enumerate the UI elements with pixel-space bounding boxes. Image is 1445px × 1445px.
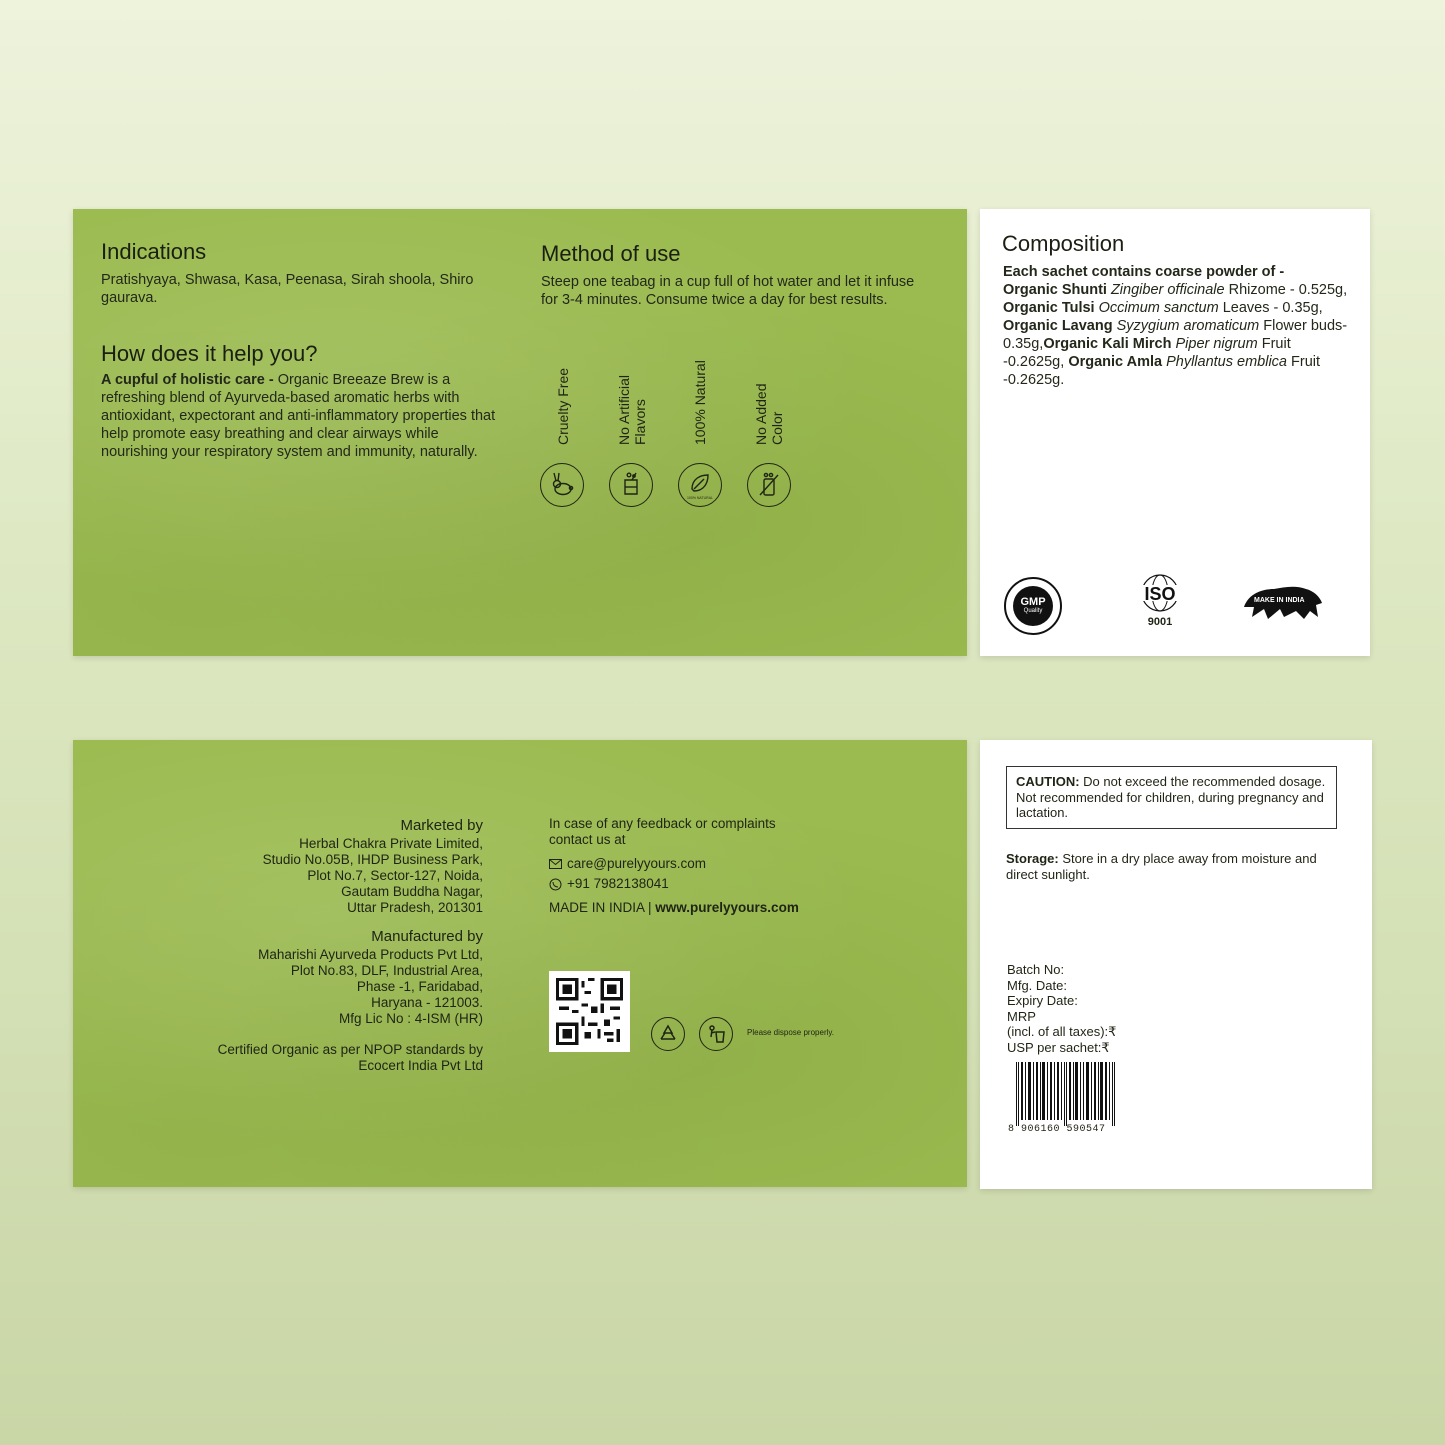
caution-box — [1006, 766, 1337, 829]
marketed-line: Uttar Pradesh, 201301 — [347, 900, 483, 915]
whatsapp-icon — [549, 878, 562, 891]
mail-icon — [549, 859, 562, 869]
ingredient-latin: Piper nigrum — [1175, 336, 1258, 352]
method-heading: Method of use — [541, 241, 681, 266]
feedback-block — [549, 816, 849, 916]
storage-panel — [980, 740, 1372, 1189]
composition-panel — [980, 209, 1370, 656]
caution-text: Do not exceed the recommended dosage. Not recommended for children, during pregnancy and lactation. — [1016, 774, 1326, 820]
indications-heading: Indications — [101, 239, 207, 264]
ingredient-name: Organic Shunti — [1003, 282, 1107, 298]
certified-block — [163, 1042, 483, 1074]
make-in-india-text: MAKE IN INDIA — [1254, 597, 1305, 604]
feedback-line: contact us at — [549, 832, 626, 847]
expiry-date: Expiry Date: — [1007, 993, 1078, 1008]
gmp-logo-sub: Quality — [1023, 608, 1043, 614]
ingredient-name: Organic Amla — [1068, 354, 1163, 370]
ingredient-part: Rhizome - 0.525g, — [1224, 282, 1348, 298]
gmp-logo-main: GMP — [1020, 596, 1046, 608]
ingredient-part: Flower buds-0.35g, — [1003, 318, 1348, 352]
marketed-line: Studio No.05B, IHDP Business Park, — [262, 852, 483, 867]
indications-text: Pratishyaya, Shwasa, Kasa, Peenasa, Sirah shoola, Shiro gaurava. — [101, 272, 474, 306]
iso-logo — [1132, 573, 1188, 633]
barcode — [1008, 1062, 1124, 1140]
certified-line: Ecocert India Pvt Ltd — [358, 1058, 483, 1073]
feedback-line: In case of any feedback or complaints — [549, 816, 776, 831]
badge-no-added-color-label: No Added Color — [753, 383, 785, 445]
marketed-line: Gautam Buddha Nagar, — [341, 884, 483, 899]
made-in-text: MADE IN INDIA | — [549, 900, 656, 915]
manufactured-line: Maharishi Ayurveda Products Pvt Ltd, — [258, 947, 483, 962]
ingredient-latin: Zingiber officinale — [1110, 282, 1225, 298]
leaf-icon — [678, 463, 722, 507]
manufactured-line: Phase -1, Faridabad, — [356, 979, 483, 994]
ingredient-part: Fruit -0.2625g. — [1003, 354, 1321, 388]
phone-row — [549, 876, 849, 892]
method-text: Steep one teabag in a cup full of hot water and let it infuse for 3-4 minutes. Consume twice a day for best results. — [541, 274, 915, 308]
help-lead: A cupful of holistic care - — [101, 372, 274, 388]
rabbit-icon — [540, 463, 584, 507]
mfg-date: Mfg. Date: — [1007, 977, 1067, 993]
gmp-logo — [1004, 577, 1062, 635]
help-heading: How does it help you? — [101, 341, 318, 366]
help-body: Organic Breeaze Brew is a refreshing blend of Ayurveda-based aromatic herbs with antioxidant, expectorant and anti-inflammatory properties that help promote easy breathing and clear airways while nourishing your respiratory system and immunity, naturally. — [101, 372, 496, 460]
flask-icon — [609, 463, 653, 507]
storage-body: Store in a dry place away from moisture and direct sunlight. — [1006, 851, 1317, 882]
ingredient-part: Leaves - 0.35g, — [1218, 300, 1323, 316]
marketed-heading: Marketed by — [400, 817, 483, 834]
manufactured-line: Mfg Lic No : 4-ISM (HR) — [338, 1011, 483, 1026]
iso-logo-number: 9001 — [1147, 616, 1173, 628]
qr-code[interactable] — [549, 971, 630, 1052]
batch-block — [1007, 962, 1116, 1055]
dispose-bin-icon — [699, 1017, 733, 1051]
composition-intro: Each sachet contains coarse powder of - — [1003, 264, 1285, 280]
caution-label: CAUTION: — [1016, 774, 1080, 789]
email-row — [549, 856, 849, 872]
made-in-row — [549, 900, 849, 916]
website-link[interactable]: www.purelyyours.com — [655, 900, 799, 915]
top-green-panel — [73, 209, 967, 656]
ingredient-latin: Phyllantus emblica — [1166, 354, 1287, 370]
badge-natural-label: 100% Natural — [692, 360, 708, 445]
recycle-icon — [651, 1017, 685, 1051]
composition-heading: Composition — [1002, 231, 1125, 256]
make-in-india-logo — [1240, 581, 1326, 625]
mrp-incl: (incl. of all taxes):₹ — [1007, 1024, 1117, 1039]
marketed-by-block — [193, 816, 483, 916]
batch-no: Batch No: — [1007, 962, 1065, 977]
storage-text — [1006, 851, 1346, 882]
manufactured-by-block — [183, 927, 483, 1027]
iso-logo-main: ISO — [1144, 584, 1176, 604]
composition-text — [1003, 263, 1353, 389]
mrp-label: MRP — [1007, 1008, 1036, 1024]
leaf-icon-text: 100% NATURAL — [686, 496, 714, 500]
manufactured-line: Plot No.83, DLF, Industrial Area, — [290, 963, 483, 978]
bottom-green-panel — [73, 740, 967, 1187]
ingredient-latin: Occimum sanctum — [1098, 300, 1219, 316]
barcode-number: 8 906160 590547 — [1008, 1124, 1106, 1135]
ingredient-latin: Syzygium aromaticum — [1116, 318, 1260, 334]
ingredient-name: Organic Tulsi — [1003, 300, 1095, 316]
badge-cruelty-free-label: Cruelty Free — [555, 367, 571, 445]
storage-label: Storage: — [1006, 851, 1059, 866]
dispose-text: Please dispose properly. — [747, 1028, 835, 1037]
ingredient-name: Organic Lavang — [1003, 318, 1113, 334]
marketed-line: Herbal Chakra Private Limited, — [299, 836, 483, 851]
manufactured-line: Haryana - 121003. — [371, 995, 483, 1010]
ingredient-name: Organic Kali Mirch — [1043, 336, 1172, 352]
manufactured-heading: Manufactured by — [371, 928, 483, 945]
usp-per-sachet: USP per sachet:₹ — [1007, 1039, 1110, 1055]
marketed-line: Plot No.7, Sector-127, Noida, — [307, 868, 483, 883]
contact-phone[interactable]: +91 7982138041 — [567, 876, 669, 891]
ingredient-part: Fruit -0.2625g, — [1003, 336, 1291, 370]
contact-email[interactable]: care@purelyyours.com — [567, 856, 707, 871]
no-color-icon — [747, 463, 791, 507]
help-text — [101, 371, 496, 461]
certified-line: Certified Organic as per NPOP standards by — [217, 1042, 483, 1057]
badge-no-artificial-label: No Artificial Flavors — [616, 374, 648, 445]
